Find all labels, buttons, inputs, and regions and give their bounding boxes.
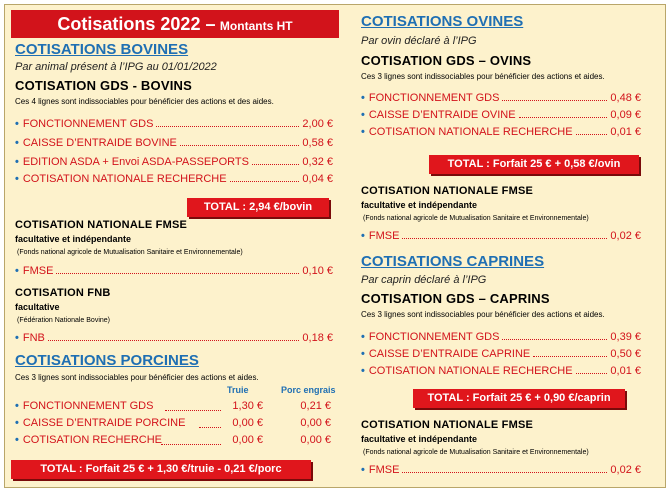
bovines-line-2 <box>15 134 333 149</box>
main-title: Cotisations 2022 – <box>57 14 216 34</box>
line-value-truie: 0,00 € <box>232 434 263 446</box>
line-label: FMSE <box>22 265 54 277</box>
bovines-fnb-org: (Fédération Nationale Bovine) <box>17 317 110 324</box>
leader-dots <box>402 238 607 239</box>
bovines-line-3 <box>15 153 333 168</box>
porcines-section-title: COTISATIONS PORCINES <box>15 352 199 369</box>
line-label: FMSE <box>368 464 400 476</box>
bullet-icon: • <box>15 400 19 412</box>
ovines-fmse-sub: facultative et indépendante <box>361 200 478 210</box>
bullet-icon: • <box>15 417 19 429</box>
bovines-gds-title: COTISATION GDS - BOVINS <box>15 78 192 93</box>
bullet-icon: • <box>15 173 19 185</box>
caprines-section-title: COTISATIONS CAPRINES <box>361 253 545 270</box>
line-value-truie: 1,30 € <box>232 400 263 412</box>
line-value: 0,02 € <box>610 230 641 242</box>
line-label: COTISATION NATIONALE RECHERCHE <box>368 126 573 138</box>
porcines-line-3 <box>15 434 335 449</box>
ovines-line-2 <box>361 106 641 121</box>
caprines-fmse-title: COTISATION NATIONALE FMSE <box>361 419 534 431</box>
line-label: FONCTIONNEMENT GDS <box>368 92 500 104</box>
bovines-fmse-org: (Fonds national agricole de Mutualisation Sanitaire et Environnementale) <box>17 249 243 256</box>
caprines-line-2 <box>361 345 641 360</box>
caprines-intro: Par caprin déclaré à l’IPG <box>361 274 487 286</box>
line-value: 0,10 € <box>302 265 333 277</box>
bullet-icon: • <box>15 265 19 277</box>
bovines-intro: Par animal présent à l’IPG au 01/01/2022 <box>15 61 217 73</box>
line-label: CAISSE D’ENTRAIDE OVINE <box>368 109 516 121</box>
caprines-fmse-line <box>361 461 641 476</box>
leader-dots <box>519 117 608 118</box>
main-title-banner <box>11 10 339 38</box>
bullet-icon: • <box>361 230 365 242</box>
bovines-fnb-title: COTISATION FNB <box>15 287 111 299</box>
leader-dots <box>502 339 607 340</box>
line-value: 0,01 € <box>610 365 641 377</box>
line-value: 0,58 € <box>302 137 333 149</box>
bullet-icon: • <box>361 92 365 104</box>
line-value: 2,00 € <box>302 118 333 130</box>
ovines-line-1 <box>361 89 641 104</box>
bullet-icon: • <box>15 118 19 130</box>
bullet-icon: • <box>15 434 19 446</box>
leader-dots <box>199 427 221 428</box>
line-value: 0,39 € <box>610 331 641 343</box>
porcines-col-porc: Porc engrais <box>281 385 336 395</box>
porcines-line-2 <box>15 417 335 432</box>
line-value-truie: 0,00 € <box>232 417 263 429</box>
ovines-fmse-line <box>361 227 641 242</box>
line-label: FNB <box>22 332 45 344</box>
ovines-intro: Par ovin déclaré à l’IPG <box>361 35 477 47</box>
caprines-line-3 <box>361 362 641 377</box>
bovines-fnb-sub: facultative <box>15 302 60 312</box>
ovines-line-3 <box>361 123 641 138</box>
line-label: EDITION ASDA + Envoi ASDA-PASSEPORTS <box>22 156 249 168</box>
line-value: 0,50 € <box>610 348 641 360</box>
ovines-fmse-org: (Fonds national agricole de Mutualisation Sanitaire et Environnementale) <box>363 215 589 222</box>
ovines-fmse-title: COTISATION NATIONALE FMSE <box>361 185 534 197</box>
leader-dots <box>576 373 608 374</box>
line-value: 0,04 € <box>302 173 333 185</box>
line-value-porc: 0,00 € <box>300 417 331 429</box>
line-value: 0,01 € <box>610 126 641 138</box>
bullet-icon: • <box>15 137 19 149</box>
bullet-icon: • <box>361 126 365 138</box>
leader-dots <box>533 356 607 357</box>
line-label: CAISSE D’ENTRAIDE PORCINE <box>22 417 186 429</box>
leader-dots <box>180 145 300 146</box>
porcines-note: Ces 3 lignes sont indissociables pour bénéficier des actions et aides. <box>15 373 259 382</box>
bovines-fmse-sub: facultative et indépendante <box>15 234 132 244</box>
line-value-porc: 0,00 € <box>300 434 331 446</box>
leader-dots <box>402 472 607 473</box>
caprines-gds-note: Ces 3 lignes sont indissociables pour bénéficier des actions et aides. <box>361 310 605 319</box>
line-label: COTISATION NATIONALE RECHERCHE <box>22 173 227 185</box>
porcines-total: TOTAL : Forfait 25 € + 1,30 €/truie - 0,21 €/porc <box>11 460 311 479</box>
ovines-gds-note: Ces 3 lignes sont indissociables pour bénéficier des actions et aides. <box>361 72 605 81</box>
leader-dots <box>576 134 608 135</box>
ovines-total: TOTAL : Forfait 25 € + 0,58 €/ovin <box>429 155 639 174</box>
caprines-gds-title: COTISATION GDS – CAPRINS <box>361 291 550 306</box>
caprines-line-1 <box>361 328 641 343</box>
bullet-icon: • <box>15 332 19 344</box>
leader-dots <box>230 181 300 182</box>
bovines-section-title: COTISATIONS BOVINES <box>15 41 189 58</box>
leader-dots <box>252 164 299 165</box>
line-value: 0,18 € <box>302 332 333 344</box>
porcines-col-truie: Truie <box>227 385 249 395</box>
leader-dots <box>161 444 221 445</box>
leader-dots <box>502 100 607 101</box>
bovines-fnb-line <box>15 329 333 344</box>
line-label: FONCTIONNEMENT GDS <box>368 331 500 343</box>
line-label: COTISATION NATIONALE RECHERCHE <box>368 365 573 377</box>
line-value: 0,02 € <box>610 464 641 476</box>
ovines-gds-title: COTISATION GDS – OVINS <box>361 53 532 68</box>
leader-dots <box>165 410 221 411</box>
line-label: CAISSE D’ENTRAIDE BOVINE <box>22 137 177 149</box>
bullet-icon: • <box>361 365 365 377</box>
cotisations-sheet <box>4 4 666 488</box>
leader-dots <box>48 340 300 341</box>
bullet-icon: • <box>361 348 365 360</box>
bovines-gds-note: Ces 4 lignes sont indissociables pour bénéficier des actions et des aides. <box>15 97 274 106</box>
porcines-line-1 <box>15 400 335 415</box>
line-value: 0,48 € <box>610 92 641 104</box>
caprines-fmse-sub: facultative et indépendante <box>361 434 478 444</box>
bullet-icon: • <box>361 331 365 343</box>
ovines-section-title: COTISATIONS OVINES <box>361 13 524 30</box>
line-value: 0,32 € <box>302 156 333 168</box>
caprines-fmse-org: (Fonds national agricole de Mutualisation Sanitaire et Environnementale) <box>363 449 589 456</box>
leader-dots <box>156 126 299 127</box>
line-label: FONCTIONNEMENT GDS <box>22 118 154 130</box>
line-label: FMSE <box>368 230 400 242</box>
leader-dots <box>56 273 299 274</box>
main-title-suffix: Montants HT <box>219 19 293 33</box>
bovines-fmse-title: COTISATION NATIONALE FMSE <box>15 219 188 231</box>
bovines-line-4 <box>15 170 333 185</box>
bovines-line-1 <box>15 115 333 130</box>
bullet-icon: • <box>361 464 365 476</box>
line-value: 0,09 € <box>610 109 641 121</box>
line-label: CAISSE D’ENTRAIDE CAPRINE <box>368 348 531 360</box>
bullet-icon: • <box>361 109 365 121</box>
bovines-fmse-line <box>15 262 333 277</box>
bovines-total: TOTAL : 2,94 €/bovin <box>187 198 329 217</box>
caprines-total: TOTAL : Forfait 25 € + 0,90 €/caprin <box>413 389 625 408</box>
bullet-icon: • <box>15 156 19 168</box>
line-value-porc: 0,21 € <box>300 400 331 412</box>
line-label: COTISATION RECHERCHE <box>22 434 162 446</box>
line-label: FONCTIONNEMENT GDS <box>22 400 154 412</box>
